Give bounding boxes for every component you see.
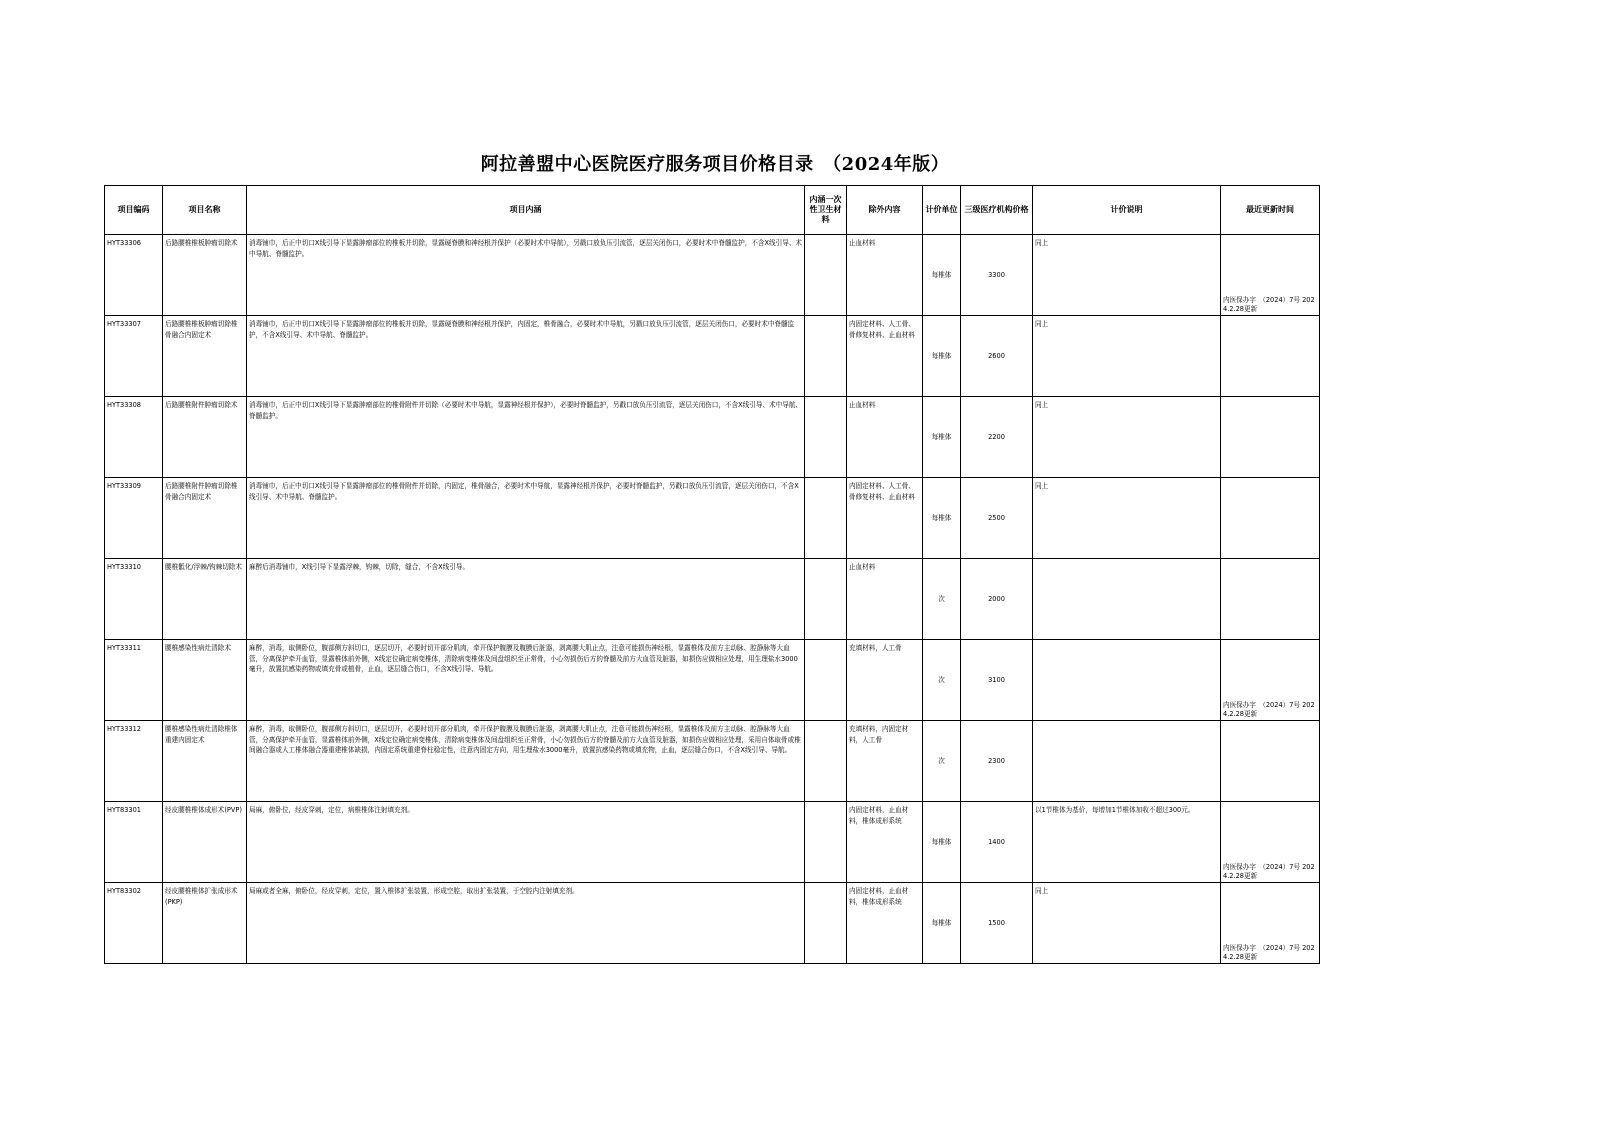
cell-notes: 同上 <box>1033 397 1221 478</box>
cell-exclusions: 内固定材料，止血材料，椎体成形系统 <box>847 802 923 883</box>
table-row <box>105 559 1320 640</box>
cell-content: 消毒铺巾，后正中切口X线引导下显露肿瘤部位的椎板并切除，显露硬脊膜和神经根并保护，内固定，椎骨融合，必要时术中导航，另戳口放负压引流管，逐层关闭伤口，必要时术中脊髓监护，不含X线引导、术中导航、脊髓监护。 <box>247 316 805 397</box>
table-row <box>105 640 1320 721</box>
cell-code: HYT33310 <box>105 559 163 640</box>
cell-updated <box>1221 316 1320 397</box>
cell-updated <box>1221 397 1320 478</box>
cell-notes <box>1033 559 1221 640</box>
cell-unit: 次 <box>923 640 961 721</box>
cell-price: 2200 <box>961 397 1033 478</box>
cell-name: 腰椎感染性病灶清除椎体重建内固定术 <box>163 721 247 802</box>
cell-price: 2300 <box>961 721 1033 802</box>
cell-supplies <box>805 397 847 478</box>
cell-notes <box>1033 640 1221 721</box>
cell-unit: 每椎体 <box>923 235 961 316</box>
cell-price: 2000 <box>961 559 1033 640</box>
cell-name: 腰椎骶化/浮棘/钩棘切除术 <box>163 559 247 640</box>
cell-name: 后路腰椎附件肿瘤切除术 <box>163 397 247 478</box>
cell-price: 2500 <box>961 478 1033 559</box>
cell-exclusions: 充填材料，人工骨 <box>847 640 923 721</box>
cell-notes: 同上 <box>1033 883 1221 964</box>
table-row <box>105 883 1320 964</box>
table-header-row <box>105 186 1320 235</box>
cell-updated <box>1221 721 1320 802</box>
header-code: 项目编码 <box>105 186 163 235</box>
cell-content: 局麻或者全麻，俯卧位，经皮穿刺，定位，置入椎体扩张装置，形成空腔，取出扩张装置，于空腔内注射填充剂。 <box>247 883 805 964</box>
table-row <box>105 397 1320 478</box>
header-notes: 计价说明 <box>1033 186 1221 235</box>
cell-updated: 内医保办字 （2024）7号 2024.2.28更新 <box>1221 640 1320 721</box>
cell-code: HYT33308 <box>105 397 163 478</box>
cell-content: 麻醉，消毒，取侧卧位，腹部侧方斜切口，逐层切开，必要时切开部分肌肉，牵开保护腹膜及腹膜后脏器，剥离腰大肌止点，注意可能损伤神经根，显露椎体及前方主动脉、腔静脉等大血管，分离保护牵开血管，显露椎体前外侧，X线定位确定病变椎体，清除病变椎体及间盘组织至正常骨，小心勿损伤后方的脊髓及前方大血管及脏器，如损伤应做相应处理，采用自体取骨或椎间融合器或人工椎体融合器重建椎体缺损，内固定系统重建脊柱稳定性，注意内固定方向，用生理盐水3000毫升，放置抗感染药物或填充物，止血，逐层缝合伤口，不含X线引导、导航。 <box>247 721 805 802</box>
cell-exclusions: 充填材料，内固定材料，人工骨 <box>847 721 923 802</box>
cell-unit: 每椎体 <box>923 478 961 559</box>
cell-code: HYT33311 <box>105 640 163 721</box>
cell-notes: 同上 <box>1033 235 1221 316</box>
cell-exclusions: 内固定材料，止血材料，椎体成形系统 <box>847 883 923 964</box>
cell-unit: 次 <box>923 721 961 802</box>
cell-code: HYT33312 <box>105 721 163 802</box>
cell-notes: 同上 <box>1033 316 1221 397</box>
cell-notes: 以1节椎体为基价，每增加1节椎体加收不超过300元。 <box>1033 802 1221 883</box>
cell-code: HYT33306 <box>105 235 163 316</box>
cell-exclusions: 止血材料 <box>847 559 923 640</box>
cell-content: 麻醉后消毒铺巾，X线引导下显露浮棘，钩棘，切除，缝合，不含X线引导。 <box>247 559 805 640</box>
cell-code: HYT83302 <box>105 883 163 964</box>
cell-unit: 次 <box>923 559 961 640</box>
cell-unit: 每椎体 <box>923 397 961 478</box>
page-title: 阿拉善盟中心医院医疗服务项目价格目录 （2024年版） <box>480 154 950 175</box>
cell-content: 麻醉，消毒，取侧卧位，腹部侧方斜切口，逐层切开，必要时切开部分肌肉，牵开保护腹膜及腹膜后脏器，剥离腰大肌止点，注意可能损伤神经根，显露椎体及前方主动脉、腔静脉等大血管，分离保护牵开血管，显露椎体前外侧，X线定位确定病变椎体，清除病变椎体及间盘组织至正常骨，小心勿损伤后方的脊髓及前方大血管及脏器，如损伤应做相应处理，用生理盐水3000毫升，放置抗感染药物或填充骨或植骨，止血，逐层缝合伤口，不含X线引导、导航。 <box>247 640 805 721</box>
cell-code: HYT33307 <box>105 316 163 397</box>
cell-exclusions: 止血材料 <box>847 397 923 478</box>
price-table <box>104 185 1320 964</box>
cell-exclusions: 止血材料 <box>847 235 923 316</box>
cell-code: HYT33309 <box>105 478 163 559</box>
cell-updated: 内医保办字 （2024）7号 2024.2.28更新 <box>1221 802 1320 883</box>
cell-content: 消毒铺巾，后正中切口X线引导下显露肿瘤部位的椎骨附件并切除（必要时术中导航，显露神经根并保护），必要时脊髓监护，另戳口放负压引流管，逐层关闭伤口，不含X线引导、术中导航、脊髓监护。 <box>247 397 805 478</box>
cell-code: HYT83301 <box>105 802 163 883</box>
cell-unit: 每椎体 <box>923 883 961 964</box>
cell-content: 消毒铺巾，后正中切口X线引导下显露肿瘤部位的椎板并切除，显露硬脊膜和神经根并保护（必要时术中导航），另戳口放负压引流管，逐层关闭伤口，必要时术中脊髓监护，不含X线引导、术中导航、脊髓监护。 <box>247 235 805 316</box>
header-exclusions: 除外内容 <box>847 186 923 235</box>
cell-price: 1500 <box>961 883 1033 964</box>
header-content: 项目内涵 <box>247 186 805 235</box>
cell-name: 后路腰椎附件肿瘤切除椎骨融合内固定术 <box>163 478 247 559</box>
cell-updated: 内医保办字 （2024）7号 2024.2.28更新 <box>1221 235 1320 316</box>
cell-supplies <box>805 559 847 640</box>
cell-unit: 每椎体 <box>923 802 961 883</box>
header-price: 三级医疗机构价格 <box>961 186 1033 235</box>
cell-updated: 内医保办字 （2024）7号 2024.2.28更新 <box>1221 883 1320 964</box>
cell-name: 腰椎感染性病灶清除术 <box>163 640 247 721</box>
cell-name: 后路腰椎椎板肿瘤切除椎骨融合内固定术 <box>163 316 247 397</box>
cell-name: 经皮腰椎椎体扩张成形术(PKP) <box>163 883 247 964</box>
cell-exclusions: 内固定材料、人工骨、骨修复材料、止血材料 <box>847 316 923 397</box>
table-row <box>105 478 1320 559</box>
cell-supplies <box>805 640 847 721</box>
cell-supplies <box>805 802 847 883</box>
cell-content: 消毒铺巾，后正中切口X线引导下显露肿瘤部位的椎骨附件并切除，内固定，椎骨融合，必要时术中导航，显露神经根并保护，必要时脊髓监护，另戳口放负压引流管，逐层关闭伤口，不含X线引导、术中导航、脊髓监护。 <box>247 478 805 559</box>
cell-name: 后路腰椎椎板肿瘤切除术 <box>163 235 247 316</box>
cell-supplies <box>805 883 847 964</box>
cell-price: 3300 <box>961 235 1033 316</box>
table-row <box>105 235 1320 316</box>
cell-price: 3100 <box>961 640 1033 721</box>
table-row <box>105 721 1320 802</box>
table-row <box>105 316 1320 397</box>
cell-name: 经皮腰椎椎体成形术(PVP) <box>163 802 247 883</box>
cell-unit: 每椎体 <box>923 316 961 397</box>
cell-price: 1400 <box>961 802 1033 883</box>
cell-notes: 同上 <box>1033 478 1221 559</box>
cell-price: 2600 <box>961 316 1033 397</box>
cell-content: 局麻，俯卧位，经皮穿刺，定位，病椎椎体注射填充剂。 <box>247 802 805 883</box>
cell-notes <box>1033 721 1221 802</box>
header-updated: 最近更新时间 <box>1221 186 1320 235</box>
cell-supplies <box>805 235 847 316</box>
header-name: 项目名称 <box>163 186 247 235</box>
header-supplies: 内涵一次性卫生材料 <box>805 186 847 235</box>
cell-supplies <box>805 478 847 559</box>
cell-supplies <box>805 721 847 802</box>
cell-supplies <box>805 316 847 397</box>
cell-updated <box>1221 559 1320 640</box>
cell-exclusions: 内固定材料、人工骨、骨修复材料、止血材料 <box>847 478 923 559</box>
table-row <box>105 802 1320 883</box>
header-unit: 计价单位 <box>923 186 961 235</box>
cell-updated <box>1221 478 1320 559</box>
